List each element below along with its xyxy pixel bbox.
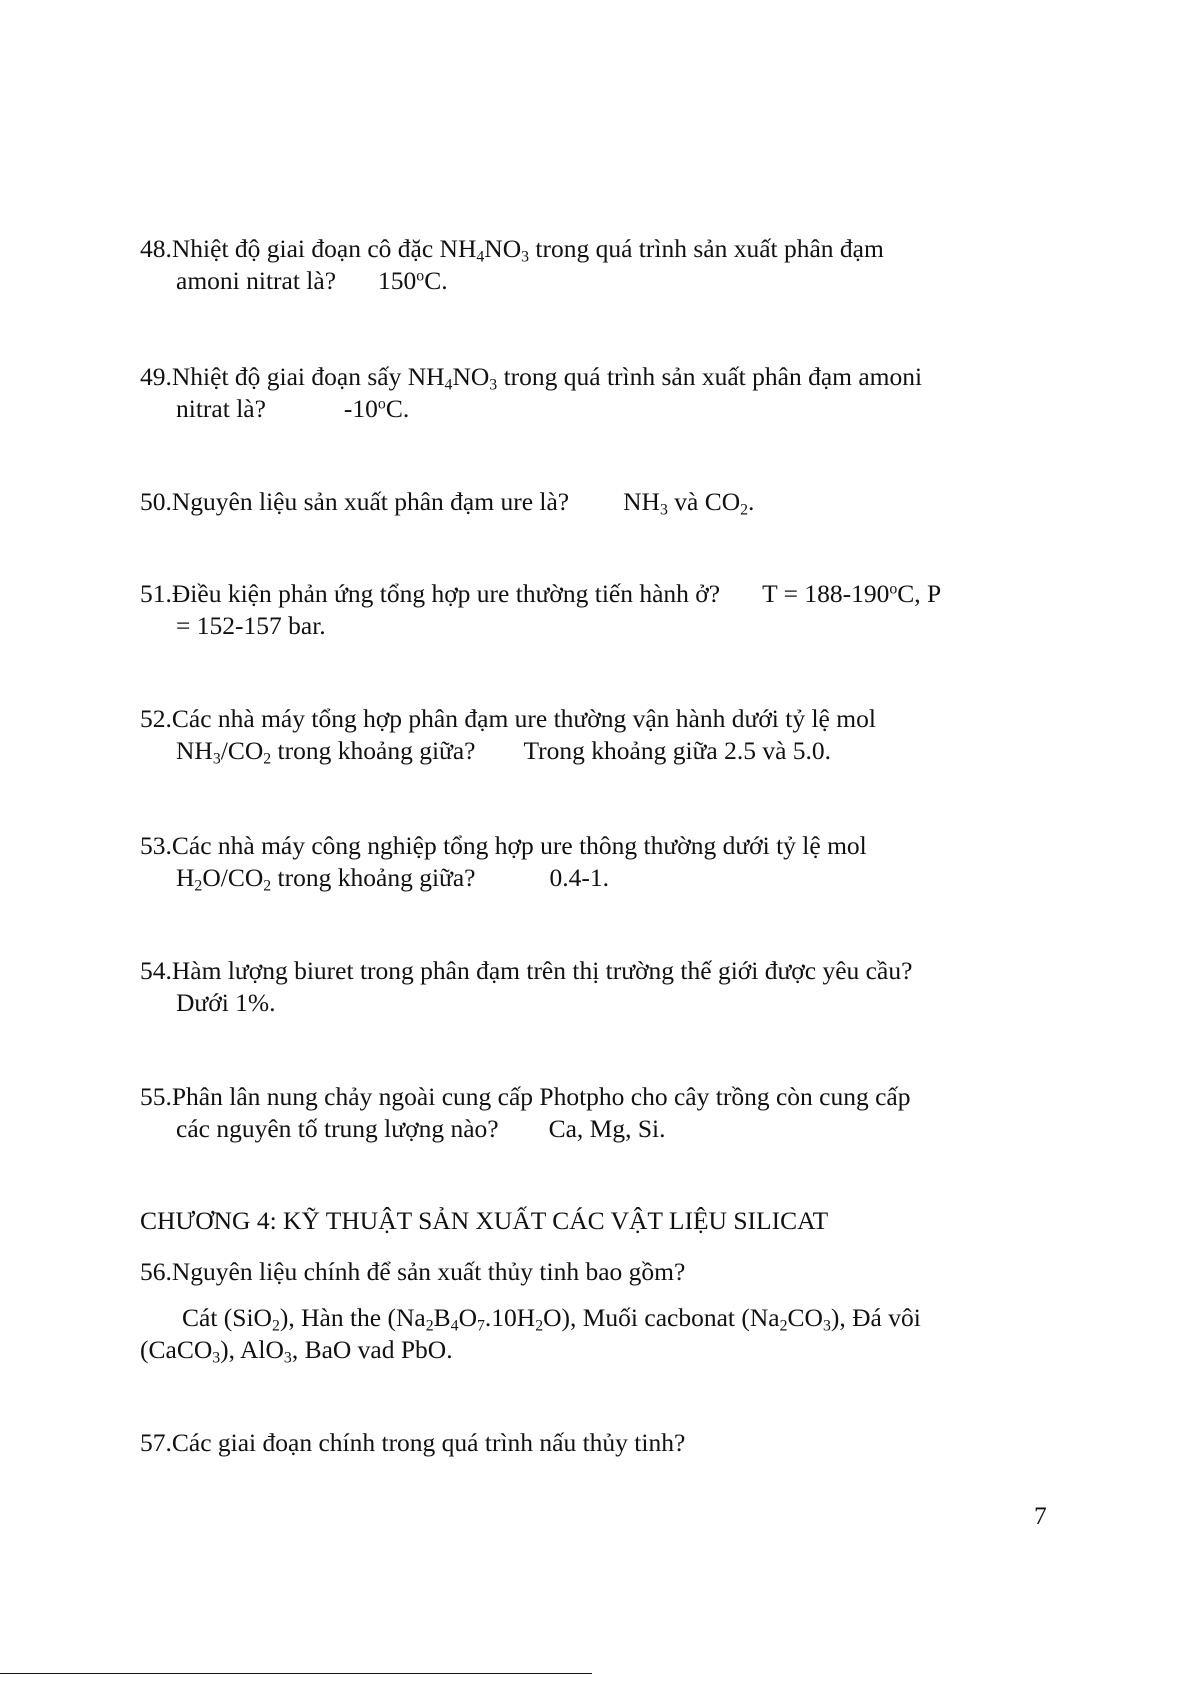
answer-52: Trong khoảng giữa 2.5 và 5.0.	[523, 736, 832, 765]
question-52-line-2: $NH_3/CO_2$ trong khoảng giữa? Trong khoảng giữa 2.5 và 5.0.	[176, 736, 832, 768]
question-53-line-1: 53.Các nhà máy công nghiệp tổng hợp ure thông thường dưới tỷ lệ mol	[140, 831, 867, 860]
question-52-line-1: 52.Các nhà máy tổng hợp phân đạm ure thường vận hành dưới tỷ lệ mol	[140, 704, 876, 733]
question-55-line-2: các nguyên tố trung lượng nào? Ca, Mg, Si.	[176, 1114, 666, 1143]
question-55-line-1: 55.Phân lân nung chảy ngoài cung cấp Photpho cho cây trồng còn cung cấp	[140, 1082, 911, 1111]
question-57-line-1: 57.Các giai đoạn chính trong quá trình nấu thủy tinh?	[140, 1428, 686, 1457]
answer-49: -10$^o$C.	[343, 394, 410, 423]
answer-54: Dưới 1%.	[176, 988, 276, 1017]
answer-53: 0.4-1.	[549, 863, 609, 892]
footer-divider	[0, 1673, 592, 1674]
question-48-line-1: 48.Nhiệt độ giai đoạn cô đặc $NH_4NO_3$ trong quá trình sản xuất phân đạm	[140, 234, 884, 266]
question-53-line-2: $H_2O/CO_2$ trong khoảng giữa? 0.4-1.	[176, 863, 609, 895]
question-51-line-1: 51.Điều kiện phản ứng tổng hợp ure thường tiến hành ở? $T = 188-190^oC$, P	[140, 579, 942, 608]
question-50-line-1: 50.Nguyên liệu sản xuất phân đạm ure là? $NH_3$ và $CO_2$.	[140, 487, 755, 519]
question-54-line-1: 54.Hàm lượng biuret trong phân đạm trên thị trường thế giới được yêu cầu?	[140, 956, 913, 985]
question-48-line-2: amoni nitrat là? 150$^o$C.	[176, 266, 448, 295]
answer-56-line-2: (CaCO$_3$), AlO$_3$, BaO vad PbO.	[140, 1335, 453, 1367]
question-49-line-1: 49.Nhiệt độ giai đoạn sấy $NH_4NO_3$ trong quá trình sản xuất phân đạm amoni	[140, 362, 923, 394]
question-56-line-1: 56.Nguyên liệu chính để sản xuất thủy tinh bao gồm?	[140, 1257, 686, 1286]
question-51-line-2: = 152-157 bar.	[176, 611, 326, 640]
chapter-heading: CHƯƠNG 4: KỸ THUẬT SẢN XUẤT CÁC VẬT LIỆU SILICAT	[140, 1206, 829, 1235]
answer-55: Ca, Mg, Si.	[548, 1114, 666, 1143]
question-49-line-2: nitrat là? -10$^o$C.	[176, 394, 410, 423]
page-number: 7	[1034, 1501, 1047, 1530]
answer-50: $NH_3$ và $CO_2$.	[623, 487, 755, 519]
answer-48: 150$^o$C.	[378, 266, 448, 295]
answer-56-line-1: Cát (SiO$_2$), Hàn the $(Na_2B_4O_7.10H_2O)$, Muối cacbonat $(Na_2CO_3)$, Đá vôi	[182, 1303, 921, 1335]
answer-51: $T = 188-190^oC$, P	[762, 579, 942, 608]
